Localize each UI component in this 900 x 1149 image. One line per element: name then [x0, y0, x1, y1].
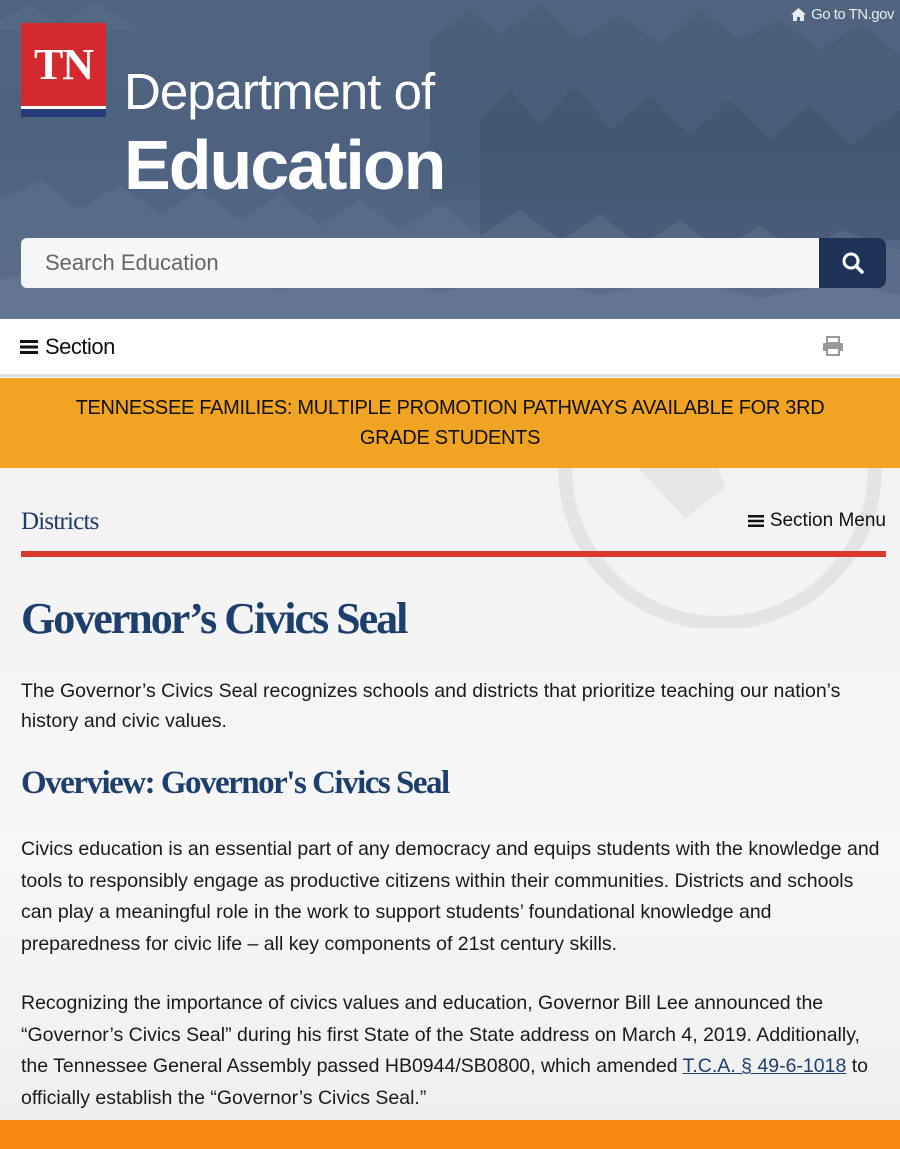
tn-logo[interactable] — [21, 23, 106, 117]
site-title: Education — [124, 126, 445, 204]
paragraph-text: Recognizing the importance of civics values and education, Governor Bill Lee announced the “Governor’s Civics Seal” during his first State of the State address on March 4, 2019. Additionally, the Tennessee General Assembly passed HB0944/SB0800, which amended — [21, 992, 860, 1077]
logo-text: TN — [33, 40, 94, 89]
breadcrumb[interactable]: Districts — [21, 508, 99, 535]
divider — [21, 551, 886, 557]
body-paragraph — [21, 988, 886, 1114]
goto-tn-gov-link[interactable] — [790, 6, 894, 23]
main-content — [0, 468, 900, 1120]
state-seal-watermark — [470, 468, 900, 628]
alert-text: TENNESSEE FAMILIES: MULTIPLE PROMOTION PATHWAYS AVAILABLE FOR 3RD GRADE STUDENTS — [75, 397, 825, 449]
dept-line: Department of — [124, 63, 435, 120]
section-heading: Overview: Governor's Civics Seal — [21, 765, 449, 801]
alert-banner[interactable] — [0, 378, 900, 468]
intro-text: The Governor’s Civics Seal recognizes schools and districts that prioritize teaching our nation’s history and civic values. — [21, 680, 841, 732]
section-label: Section — [45, 334, 115, 359]
hamburger-icon — [20, 339, 38, 355]
section-bar — [0, 319, 900, 377]
search-button[interactable] — [819, 238, 886, 288]
body-paragraph: Civics education is an essential part of any democracy and equips students with the knowledge and tools to responsibly engage as productive citizens within their communities. Districts and schools can play a meaningful role in the work to support students’ foundational knowledge and preparedness for civic life – all key components of 21st century skills. — [21, 838, 880, 955]
print-icon[interactable] — [822, 336, 844, 356]
tca-link[interactable]: T.C.A. § 49-6-1018 — [682, 1055, 847, 1077]
section-menu-label: Section Menu — [769, 510, 886, 531]
search-input[interactable] — [21, 238, 819, 288]
goto-label: Go to TN.gov — [811, 6, 894, 23]
logo-stripe — [21, 109, 106, 117]
search-icon — [841, 251, 865, 275]
section-menu-button[interactable] — [748, 510, 886, 532]
hamburger-icon — [748, 514, 764, 528]
search-form — [21, 238, 886, 288]
site-header — [0, 0, 900, 319]
footer-bar — [0, 1120, 900, 1149]
page-title: Governor’s Civics Seal — [21, 594, 407, 643]
section-toggle-button[interactable] — [20, 334, 115, 360]
home-icon — [790, 7, 807, 22]
paragraph-text: to officially establish the “Governor’s Civics Seal.” — [21, 1055, 869, 1109]
